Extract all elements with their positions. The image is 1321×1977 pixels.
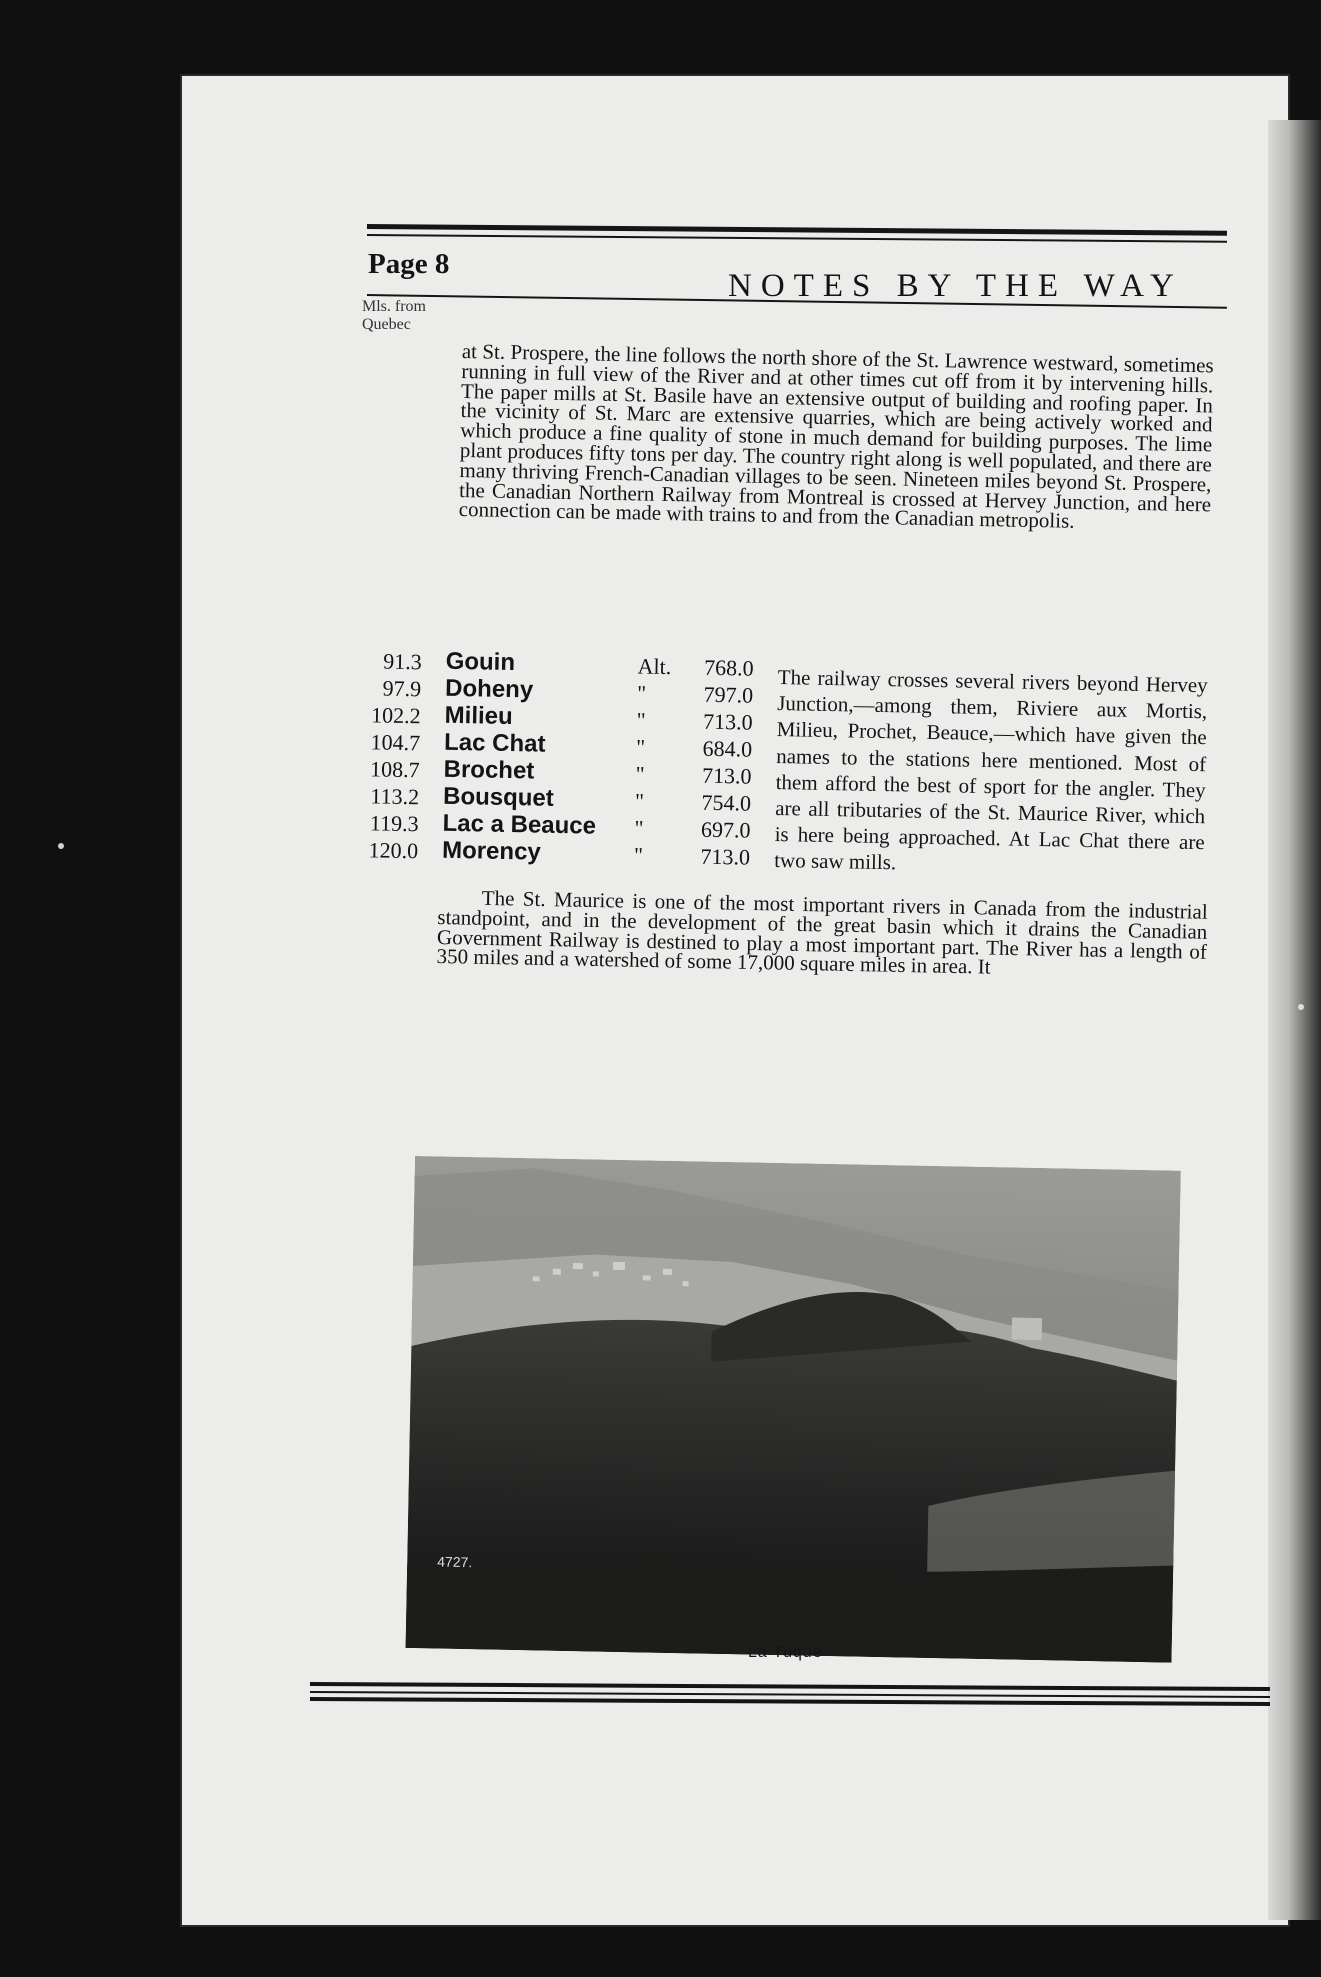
altitude-label: " bbox=[633, 842, 644, 868]
station-name: Lac a Beauce bbox=[442, 809, 597, 840]
mileage-label-line-2: Quebec bbox=[362, 316, 411, 333]
altitude-label: " bbox=[634, 815, 644, 841]
station-name: Bousquet bbox=[442, 782, 555, 812]
mileage-column-label bbox=[362, 298, 426, 334]
station-name: Gouin bbox=[445, 647, 516, 677]
altitude-label: Alt. bbox=[637, 653, 672, 680]
station-mileage: 113.2 bbox=[370, 783, 420, 810]
station-name: Morency bbox=[441, 836, 542, 866]
station-mileage: 102.2 bbox=[370, 702, 421, 729]
station-altitude: 697.0 bbox=[700, 816, 751, 843]
plate-number: 4727. bbox=[437, 1553, 473, 1571]
scan-speck bbox=[58, 843, 64, 849]
la-tuque-photograph bbox=[406, 1156, 1181, 1663]
altitude-label: " bbox=[635, 761, 645, 787]
paragraph-st-maurice: The St. Maurice is one of the most important rivers in Canada from the industrial standpoint, and in the development of the great basin which it drains the Canadian Government Railway is destined to play a most important part. The River has a length of 350 miles and a watershed of some 17,000 square miles in area. It bbox=[436, 885, 1208, 980]
station-altitude: 713.0 bbox=[701, 762, 752, 789]
station-name: Milieu bbox=[444, 701, 513, 731]
altitude-label: " bbox=[636, 707, 646, 733]
station-altitude: 713.0 bbox=[702, 708, 753, 735]
station-mileage: 120.0 bbox=[368, 837, 419, 864]
altitude-label: " bbox=[636, 680, 647, 706]
station-altitude: 797.0 bbox=[703, 681, 754, 708]
station-name: Brochet bbox=[443, 755, 535, 785]
altitude-label: " bbox=[635, 734, 646, 760]
scan-speck bbox=[1298, 1004, 1304, 1010]
station-altitude: 754.0 bbox=[701, 789, 752, 816]
station-mileage: 119.3 bbox=[369, 810, 419, 837]
station-mileage: 91.3 bbox=[382, 648, 422, 675]
landscape-image bbox=[406, 1156, 1181, 1663]
altitude-label: " bbox=[634, 788, 645, 814]
rivers-note: The railway crosses several rivers beyond Hervey Junction,—among them, Riviere aux Mortis, Milieu, Prochet, Beauce,—which have given the names to the stations here mentioned. Most of them afford the best of sport for the angler. They are all tributaries of the St. Maurice River, which is here being approached. At Lac Chat there are two saw mills. bbox=[773, 664, 1208, 875]
station-mileage: 97.9 bbox=[382, 675, 422, 702]
running-head: NOTES BY THE WAY bbox=[728, 268, 1183, 304]
station-altitude: 768.0 bbox=[703, 654, 754, 681]
station-name: Lac Chat bbox=[443, 728, 546, 758]
station-name: Doheny bbox=[444, 674, 534, 704]
station-mileage: 104.7 bbox=[370, 729, 421, 756]
page-number: Page 8 bbox=[368, 248, 450, 280]
station-table bbox=[350, 646, 774, 870]
page-edge-shadow bbox=[1268, 120, 1321, 1920]
station-altitude: 684.0 bbox=[702, 735, 753, 762]
station-altitude: 713.0 bbox=[700, 843, 751, 870]
mileage-label-line-1: Mls. from bbox=[362, 298, 426, 315]
paragraph-intro: at St. Prospere, the line follows the north shore of the St. Lawrence westward, sometimes running in full view of the River and at other times cut off from it by intervening hills. The paper mills at St. Basile have an extensive output of building and roofing paper. In the vicinity of St. Marc are extensive quarries, which are being actively worked and which produce a fine quality of stone in much demand for building purposes. The lime plant produces fifty tons per day. The country right along is well populated, and there are many thriving French-Canadian villages to be seen. Nineteen miles beyond St. Prospere, the Canadian Northern Railway from Montreal is crossed at Hervey Junction, and here connection can be made with trains to and from the Canadian metropolis. bbox=[458, 339, 1214, 534]
station-mileage: 108.7 bbox=[369, 756, 420, 783]
photo-caption: La Tuque bbox=[748, 1644, 823, 1661]
